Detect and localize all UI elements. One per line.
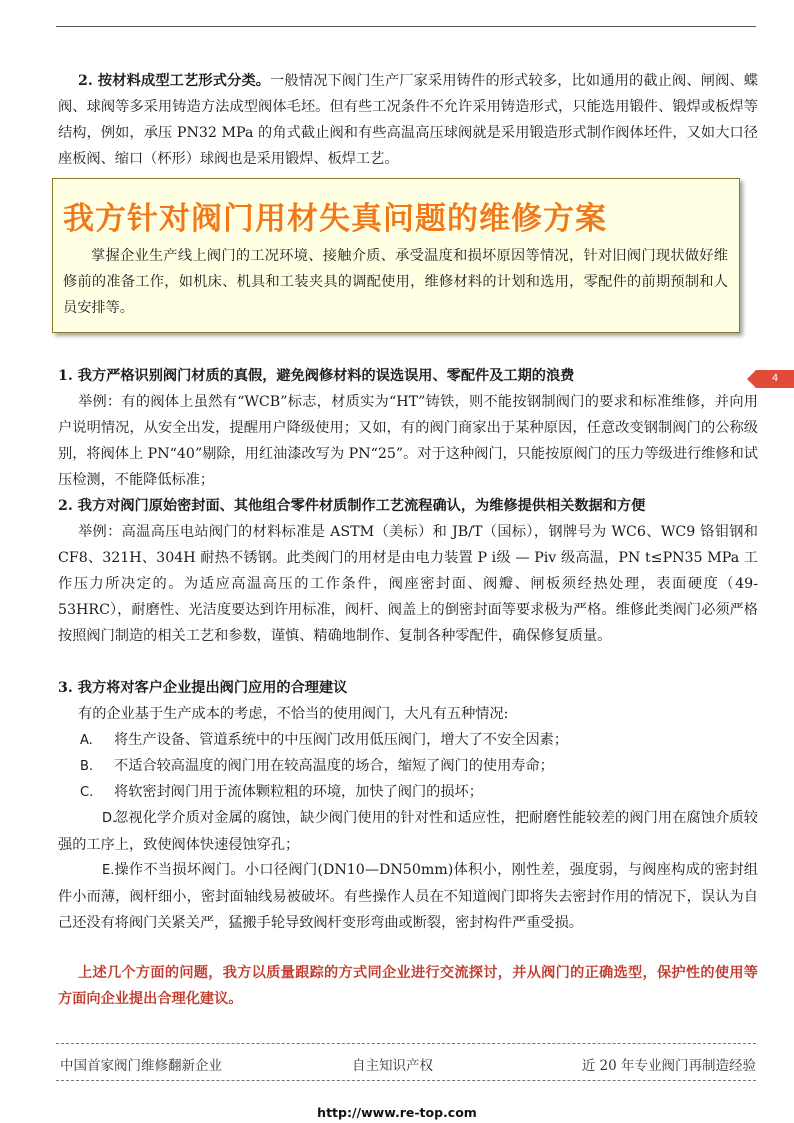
footer-rule-top xyxy=(56,1043,756,1044)
conclusion-text: 上述几个方面的问题，我方以质量跟踪的方式同企业进行交流探讨，并从阀门的正确选型，保护性的使用等方面向企业提出合理化建议。 xyxy=(58,965,758,1007)
list-item xyxy=(80,779,758,806)
list-item-letter: A. xyxy=(80,733,93,748)
list-item-text: 将生产设备、管道系统中的中压阀门改用低压阀门，增大了不安全因素； xyxy=(114,732,569,748)
callout-box xyxy=(52,178,740,333)
section2-heading: 2. 我方对阀门原始密封面、其他组合零件材质制作工艺流程确认，为维修提供相关数据和方便 xyxy=(58,498,646,514)
page-number-tab: 4 xyxy=(756,370,794,388)
list-item-letter: C. xyxy=(80,785,94,800)
intro-paragraph xyxy=(58,68,758,172)
footer-url-link[interactable]: http://www.re-top.com xyxy=(317,1105,477,1120)
list-item-text: 不适合较高温度的阀门用在较高温度的场合，缩短了阀门的使用寿命； xyxy=(114,758,554,774)
section3-intro: 有的企业基于生产成本的考虑，不恰当的使用阀门，大凡有五种情况: xyxy=(78,706,509,722)
footer-center: 自主知识产权 xyxy=(352,1058,433,1074)
list-item xyxy=(80,753,758,780)
list-item-text: 操作不当损坏阀门。小口径阀门(DN10—DN50mm)体积小，刚性差，强度弱，与阀座构成的密封组件小而薄，阀杆细小，密封面轴线易被破坏。有些操作人员在不知道阀门即将失去密封作用的情况下，误认为自己还没有将阀门关紧关严，猛搬手轮导致阀杆变形弯曲或断裂，密封构件严重受损。 xyxy=(58,862,758,931)
list-item-letter: D. xyxy=(102,811,117,826)
list-item-letter: E. xyxy=(102,863,115,878)
list-item-text: 将软密封阀门用于流体颗粒粗的环境，加快了阀门的损坏； xyxy=(114,784,483,800)
intro-lead: 2. 按材料成型工艺形式分类。 xyxy=(78,73,271,89)
header-rule xyxy=(56,26,756,27)
list-item-letter: B. xyxy=(80,759,94,774)
callout-title: 我方针对阀门用材失真问题的维修方案 xyxy=(63,201,607,237)
list-item xyxy=(80,727,758,754)
list-item xyxy=(58,857,758,936)
callout-body: 掌握企业生产线上阀门的工况环境、接触介质、承受温度和损坏原因等情况，针对旧阀门现状做好维修前的准备工作，如机床、机具和工装夹具的调配使用，维修材料的计划和选用，零配件的前期预制和人员安排等。 xyxy=(63,248,728,316)
list-item xyxy=(58,805,758,858)
footer-right: 近 20 年专业阀门再制造经验 xyxy=(581,1058,756,1074)
section2-body: 举例：高温高压电站阀门的材料标准是 ASTM（美标）和 JB/T（国标），钢牌号为 WC6、WC9 铬钼钢和 CF8、321H、304H 耐热不锈钢。此类阀门的用材是由电力装置 P ⅰ级 — Piv 级高温，PN t≤PN35 MPa 工作压力所决定的。为适应高温高压的工作条件，阀座密封面、阀瓣、闸板须经热处理，表面硬度（49-53HRC），耐磨性、光洁度要达到许用标准，阀杆、阀盖上的倒密封面等要求极为严格。维修此类阀门必须严格按照阀门制造的相关工艺和参数，谨慎、精确地制作、复制各种零配件，确保修复质量。 xyxy=(58,524,758,644)
section3-heading: 3. 我方将对客户企业提出阀门应用的合理建议 xyxy=(58,680,348,696)
section1-heading: 1. 我方严格识别阀门材质的真假，避免阀修材料的误选误用、零配件及工期的浪费 xyxy=(58,368,575,384)
section1-body: 举例：有的阀体上虽然有“WCB”标志，材质实为“HT”铸铁，则不能按钢制阀门的要求和标准维修，并向用户说明情况，从安全出发，提醒用户降级使用；又如，有的阀门商家出于某种原因，任意改变钢制阀门的公称级别，将阀体上 PN“40”剔除，用红油漆改写为 PN“25”。对于这种阀门，只能按原阀门的压力等级进行维修和试压检测，不能降低标准； xyxy=(58,394,758,488)
footer-rule-bottom xyxy=(56,1080,756,1081)
intro-text: 一般情况下阀门生产厂家采用铸件的形式较多，比如通用的截止阀、闸阀、蝶阀、球阀等多采用铸造方法成型阀体毛坯。但有些工况条件不允许采用铸造形式，只能选用锻件、锻焊或板焊等结构，例如，承压 PN32 MPa 的角式截止阀和有些高温高压球阀就是采用锻造形式制作阀体坯件，又如大口径座板阀、缩口（杯形）球阀也是采用锻焊、板焊工艺。 xyxy=(58,73,758,167)
list-item-text: 忽视化学介质对金属的腐蚀，缺少阀门使用的针对性和适应性，把耐磨性能较差的阀门用在腐蚀介质较强的工序上，致使阀体快速侵蚀穿孔； xyxy=(58,810,758,853)
footer-left: 中国首家阀门维修翻新企业 xyxy=(60,1058,222,1074)
